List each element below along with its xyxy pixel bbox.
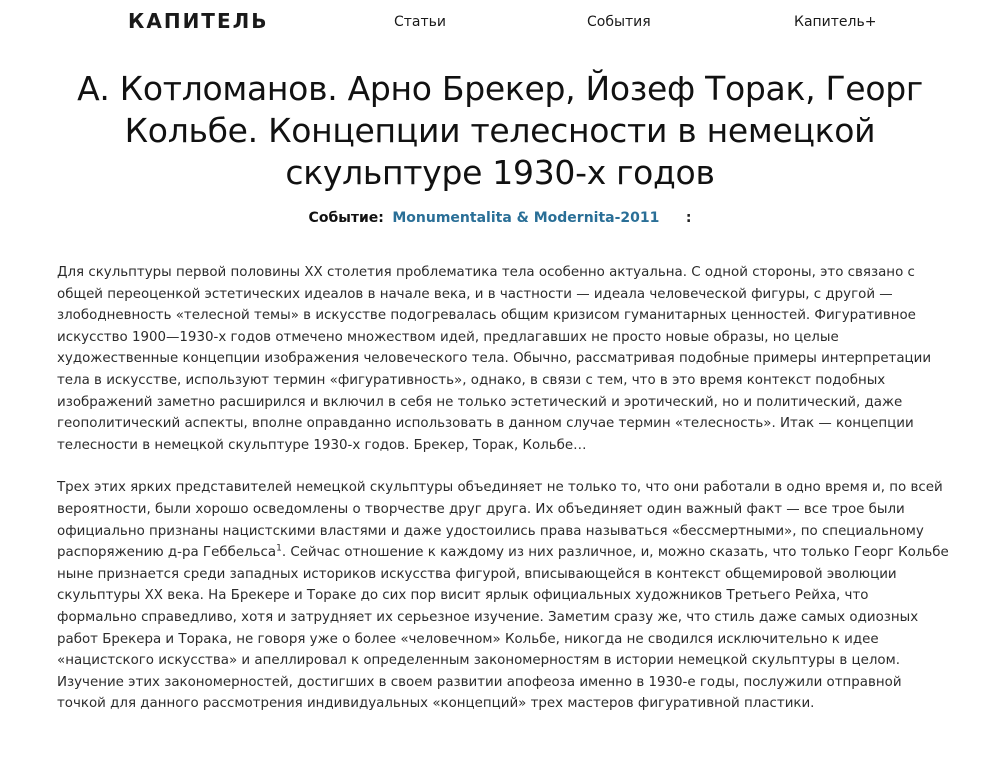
event-colon: : [685, 210, 692, 226]
paragraph-2-part-a: Трех этих ярких представителей немецкой скульптуры объединяет не только то, что они работали в одно время и, по всей вероятности, были хорошо осведомлены о творчестве друг друга. Их объединяет один важный факт — все трое были официально признаны нацистскими властями и даже удостоились права называться «бессмертными», по специальному распоряжению д-ра Геббельса [57, 480, 943, 561]
paragraph-2-part-b: . Сейчас отношение к каждому из них различное, и, можно сказать, что только Георг Кольбе ныне признается среди западных историков искусства фигурой, вписывающейся в контекст общемировой эволюции скульптуры XX века. На Брекере и Тораке до сих пор висит ярлык официальных художников Третьего Рейха, что формально справедливо, хотя и затрудняет их серьезное изучение. Заметим сразу же, что стиль даже самых одиозных работ Брекера и Торака, не говоря уже о более «человечном» Кольбе, никогда не сводился исключительно к идее «нацистского искусства» и апеллировал к определенным закономерностям в истории немецкой скульптуры в целом. Изучение этих закономерностей, достигших в своем развитии апофеоза именно в 1930-е годы, послужили отправной точкой для данного рассмотрения индивидуальных «концепций» трех мастеров фигуративной пластики. [57, 545, 949, 712]
nav-link-articles[interactable]: Статьи [394, 14, 447, 30]
article-title: А. Котломанов. Арно Брекер, Йозеф Торак, Георг Кольбе. Концепции телесности в немецкой скульптуре 1930-х годов [77, 69, 923, 192]
nav-link-events[interactable]: События [587, 14, 651, 30]
event-line [0, 208, 1000, 228]
article-body [57, 262, 949, 736]
paragraph-1: Для скульптуры первой половины XX столетия проблематика тела особенно актуальна. С одной стороны, это связано с общей переоценкой эстетических идеалов в начале века, и в частности — идеала человеческой фигуры, с другой — злободневность «телесной темы» в искусстве подогревалась общим кризисом гуманитарных ценностей. Фигуративное искусство 1900—1930-х годов отмечено множеством идей, предлагавших не просто новые образы, но целые художественные концепции изображения человеческого тела. Обычно, рассматривая подобные примеры интерпретации тела в искусстве, используют термин «фигуративность», однако, в связи с тем, что в это время контекст подобных изображений заметно расширился и включил в себя не только эстетический и эротический, но и политический, даже геополитический аспекты, вполне оправданно использовать в данном случае термин «телесность». Итак — концепции телесности в немецкой скульптуре 1930-х годов. Брекер, Торак, Кольбе… [57, 265, 932, 453]
event-label: Событие: [308, 210, 384, 226]
top-nav [0, 0, 1000, 46]
paragraph-2 [57, 477, 949, 715]
event-link[interactable]: Monumentalita & Modernita-2011 [392, 210, 660, 226]
nav-link-kapitel-plus[interactable]: Капитель+ [794, 14, 877, 30]
footnote-link[interactable]: 1 [276, 543, 282, 554]
site-logo[interactable]: КАПИТЕЛЬ [128, 9, 269, 33]
